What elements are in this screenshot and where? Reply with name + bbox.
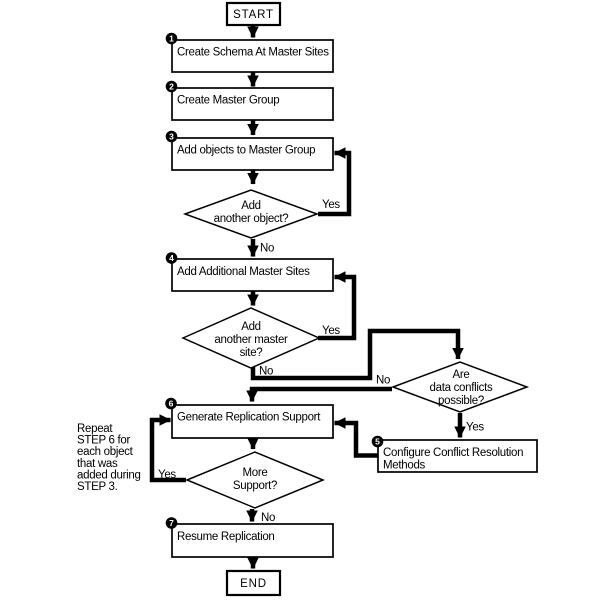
badge-step-7 (166, 517, 178, 529)
step-6-label: Generate Replication Support (177, 411, 321, 424)
decision-1-line1: Add (241, 200, 261, 212)
badge-step-2 (166, 81, 178, 93)
decision-2-line3: site? (239, 347, 263, 359)
step-5 (378, 440, 537, 472)
note-line-1: Repeat (77, 423, 113, 435)
badge-step-5 (372, 436, 384, 448)
step-3-label: Add objects to Master Group (177, 144, 316, 157)
note-line-5: added during (77, 469, 141, 482)
note-line-6: STEP 3. (77, 481, 118, 493)
badge-step-1 (166, 33, 178, 45)
step-5-label-line1: Configure Conflict Resolution (383, 447, 524, 459)
badge-step-3 (166, 131, 178, 143)
decision-2-line2: another master (214, 334, 288, 346)
badge-4-number: 4 (169, 253, 174, 263)
badge-2-number: 2 (169, 81, 174, 92)
badge-3-number: 3 (169, 131, 174, 142)
step-2-label: Create Master Group (177, 94, 280, 107)
note-line-2: STEP 6 for (77, 434, 131, 447)
step-7-label: Resume Replication (177, 531, 275, 543)
start-label: START (233, 9, 274, 21)
terminal-start (227, 3, 280, 25)
decision-data-conflicts-possible (393, 362, 527, 412)
decision-3-no-label: No (376, 374, 391, 387)
badge-5-number: 5 (375, 436, 380, 447)
step-6 (172, 405, 333, 438)
note-line-4: that was (77, 457, 118, 470)
terminal-end (227, 571, 280, 595)
decision-2-yes-label: Yes (322, 325, 340, 337)
decision-2-no-label: No (259, 365, 274, 378)
badge-1-number: 1 (169, 33, 174, 44)
step-5-label-line2: Methods (383, 459, 426, 472)
decision-4-line1: More (242, 467, 268, 479)
decision-1-line2: another object? (213, 213, 289, 225)
decision-4-line2: Support? (232, 480, 278, 492)
decision-add-another-master-site (183, 308, 319, 368)
note-line-3: each object (77, 446, 133, 459)
arrow-decision3-no-to-step6 (252, 389, 392, 402)
decision-3-line1: Are (452, 369, 470, 381)
step-7 (172, 524, 333, 557)
step-2 (172, 88, 333, 120)
badge-step-6 (165, 398, 177, 410)
decision-3-line3: possible? (438, 395, 484, 407)
step-1 (172, 40, 333, 72)
step-3 (172, 138, 333, 170)
badge-6-number: 6 (168, 398, 174, 409)
decision-3-line2: data conflicts (429, 382, 493, 394)
arrow-step5-to-step6 (335, 423, 379, 456)
end-label: END (240, 578, 267, 590)
badge-7-number: 7 (169, 518, 174, 528)
decision-add-another-object (185, 190, 317, 238)
decision-2-line1: Add (241, 321, 261, 333)
badge-step-4 (166, 252, 178, 264)
decision-3-yes-label: Yes (466, 421, 484, 434)
decision-1-no-label: No (260, 242, 275, 255)
decision-4-yes-label: Yes (158, 469, 176, 481)
step-4 (172, 259, 333, 291)
decision-more-support (187, 452, 323, 508)
step-4-label: Add Additional Master Sites (177, 266, 310, 278)
decision-4-no-label: No (261, 512, 276, 524)
repeat-step-6-note (77, 423, 141, 493)
decision-1-yes-label: Yes (322, 199, 340, 211)
step-1-label: Create Schema At Master Sites (177, 46, 329, 59)
